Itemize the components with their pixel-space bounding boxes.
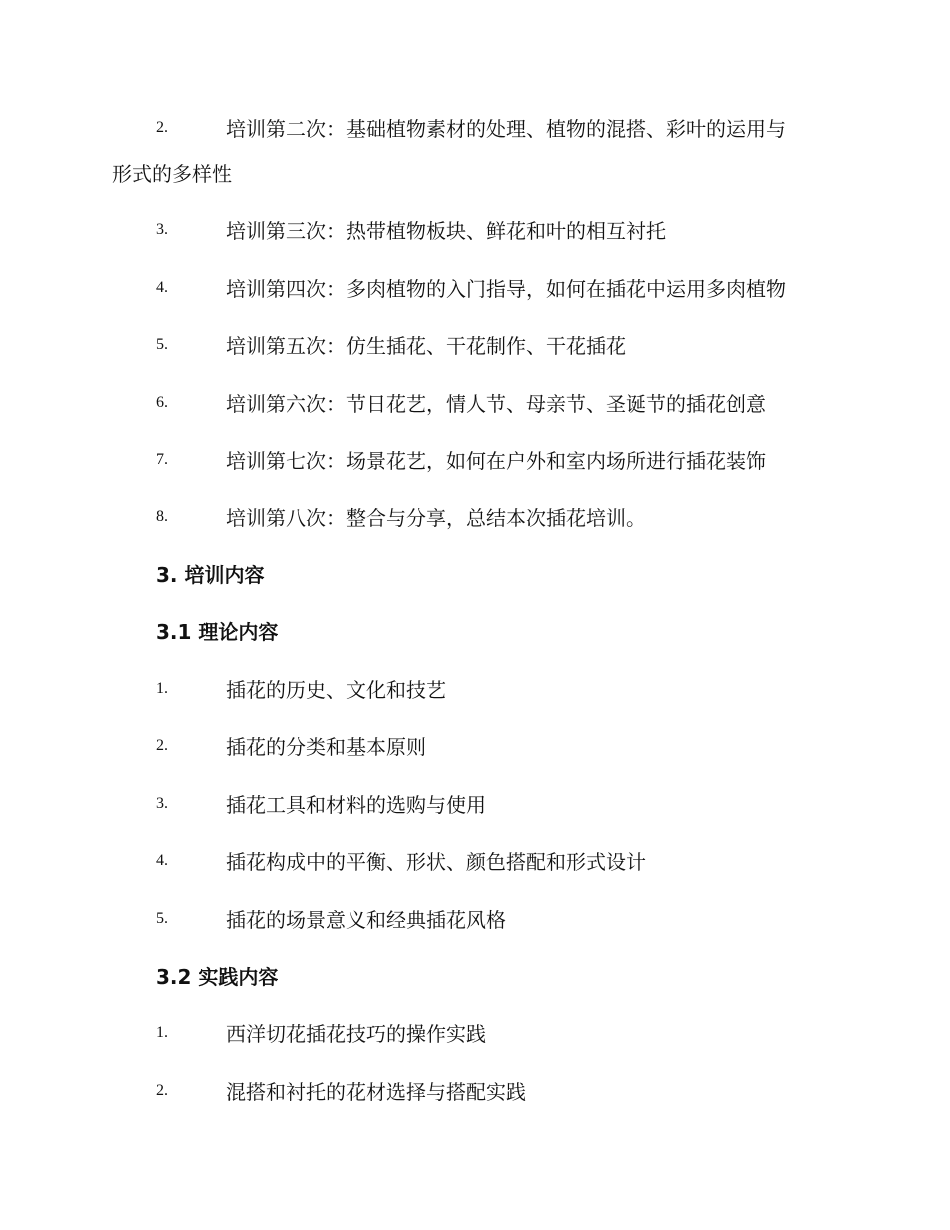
list-number: 3. [156,795,168,812]
list-number: 4. [156,279,168,296]
list-text: 培训第四次：多肉植物的入门指导，如何在插花中运用多肉植物 [226,277,786,301]
list-text: 插花工具和材料的选购与使用 [226,793,486,817]
list-item [0,790,950,820]
subsection-heading: 3.2 实践内容 [156,965,279,989]
list-number: 7. [156,451,168,468]
list-number: 2. [156,119,168,136]
list-item [0,847,950,877]
list-item [0,446,950,476]
list-item [0,1077,950,1107]
list-item [0,331,950,361]
list-item [0,274,950,304]
list-item [0,1019,950,1049]
list-number: 2. [156,1082,168,1099]
list-number: 8. [156,508,168,525]
list-item [0,503,950,533]
subsection-heading: 3.1 理论内容 [156,620,279,644]
list-text: 培训第八次：整合与分享，总结本次插花培训。 [226,506,646,530]
list-text: 插花的历史、文化和技艺 [226,678,446,702]
list-item [0,675,950,705]
list-text: 插花的分类和基本原则 [226,735,426,759]
list-text: 插花的场景意义和经典插花风格 [226,908,506,932]
list-text: 混搭和衬托的花材选择与搭配实践 [226,1080,526,1104]
list-number: 5. [156,910,168,927]
list-item [0,114,950,144]
list-item [0,216,950,246]
list-number: 4. [156,852,168,869]
list-number: 6. [156,394,168,411]
list-text: 培训第五次：仿生插花、干花制作、干花插花 [226,334,626,358]
list-number: 1. [156,1024,168,1041]
list-number: 5. [156,336,168,353]
list-text: 插花构成中的平衡、形状、颜色搭配和形式设计 [226,850,646,874]
list-number: 2. [156,737,168,754]
list-number: 3. [156,221,168,238]
list-number: 1. [156,680,168,697]
list-item [0,389,950,419]
list-text: 培训第二次：基础植物素材的处理、植物的混搭、彩叶的运用与 [226,117,786,141]
section-heading: 3. 培训内容 [156,563,265,587]
list-text: 培训第六次：节日花艺，情人节、母亲节、圣诞节的插花创意 [226,392,766,416]
list-item [0,732,950,762]
list-text-continuation: 形式的多样性 [112,162,232,186]
list-text: 西洋切花插花技巧的操作实践 [226,1022,486,1046]
list-item [0,905,950,935]
list-text: 培训第三次：热带植物板块、鲜花和叶的相互衬托 [226,219,666,243]
list-text: 培训第七次：场景花艺，如何在户外和室内场所进行插花装饰 [226,449,766,473]
